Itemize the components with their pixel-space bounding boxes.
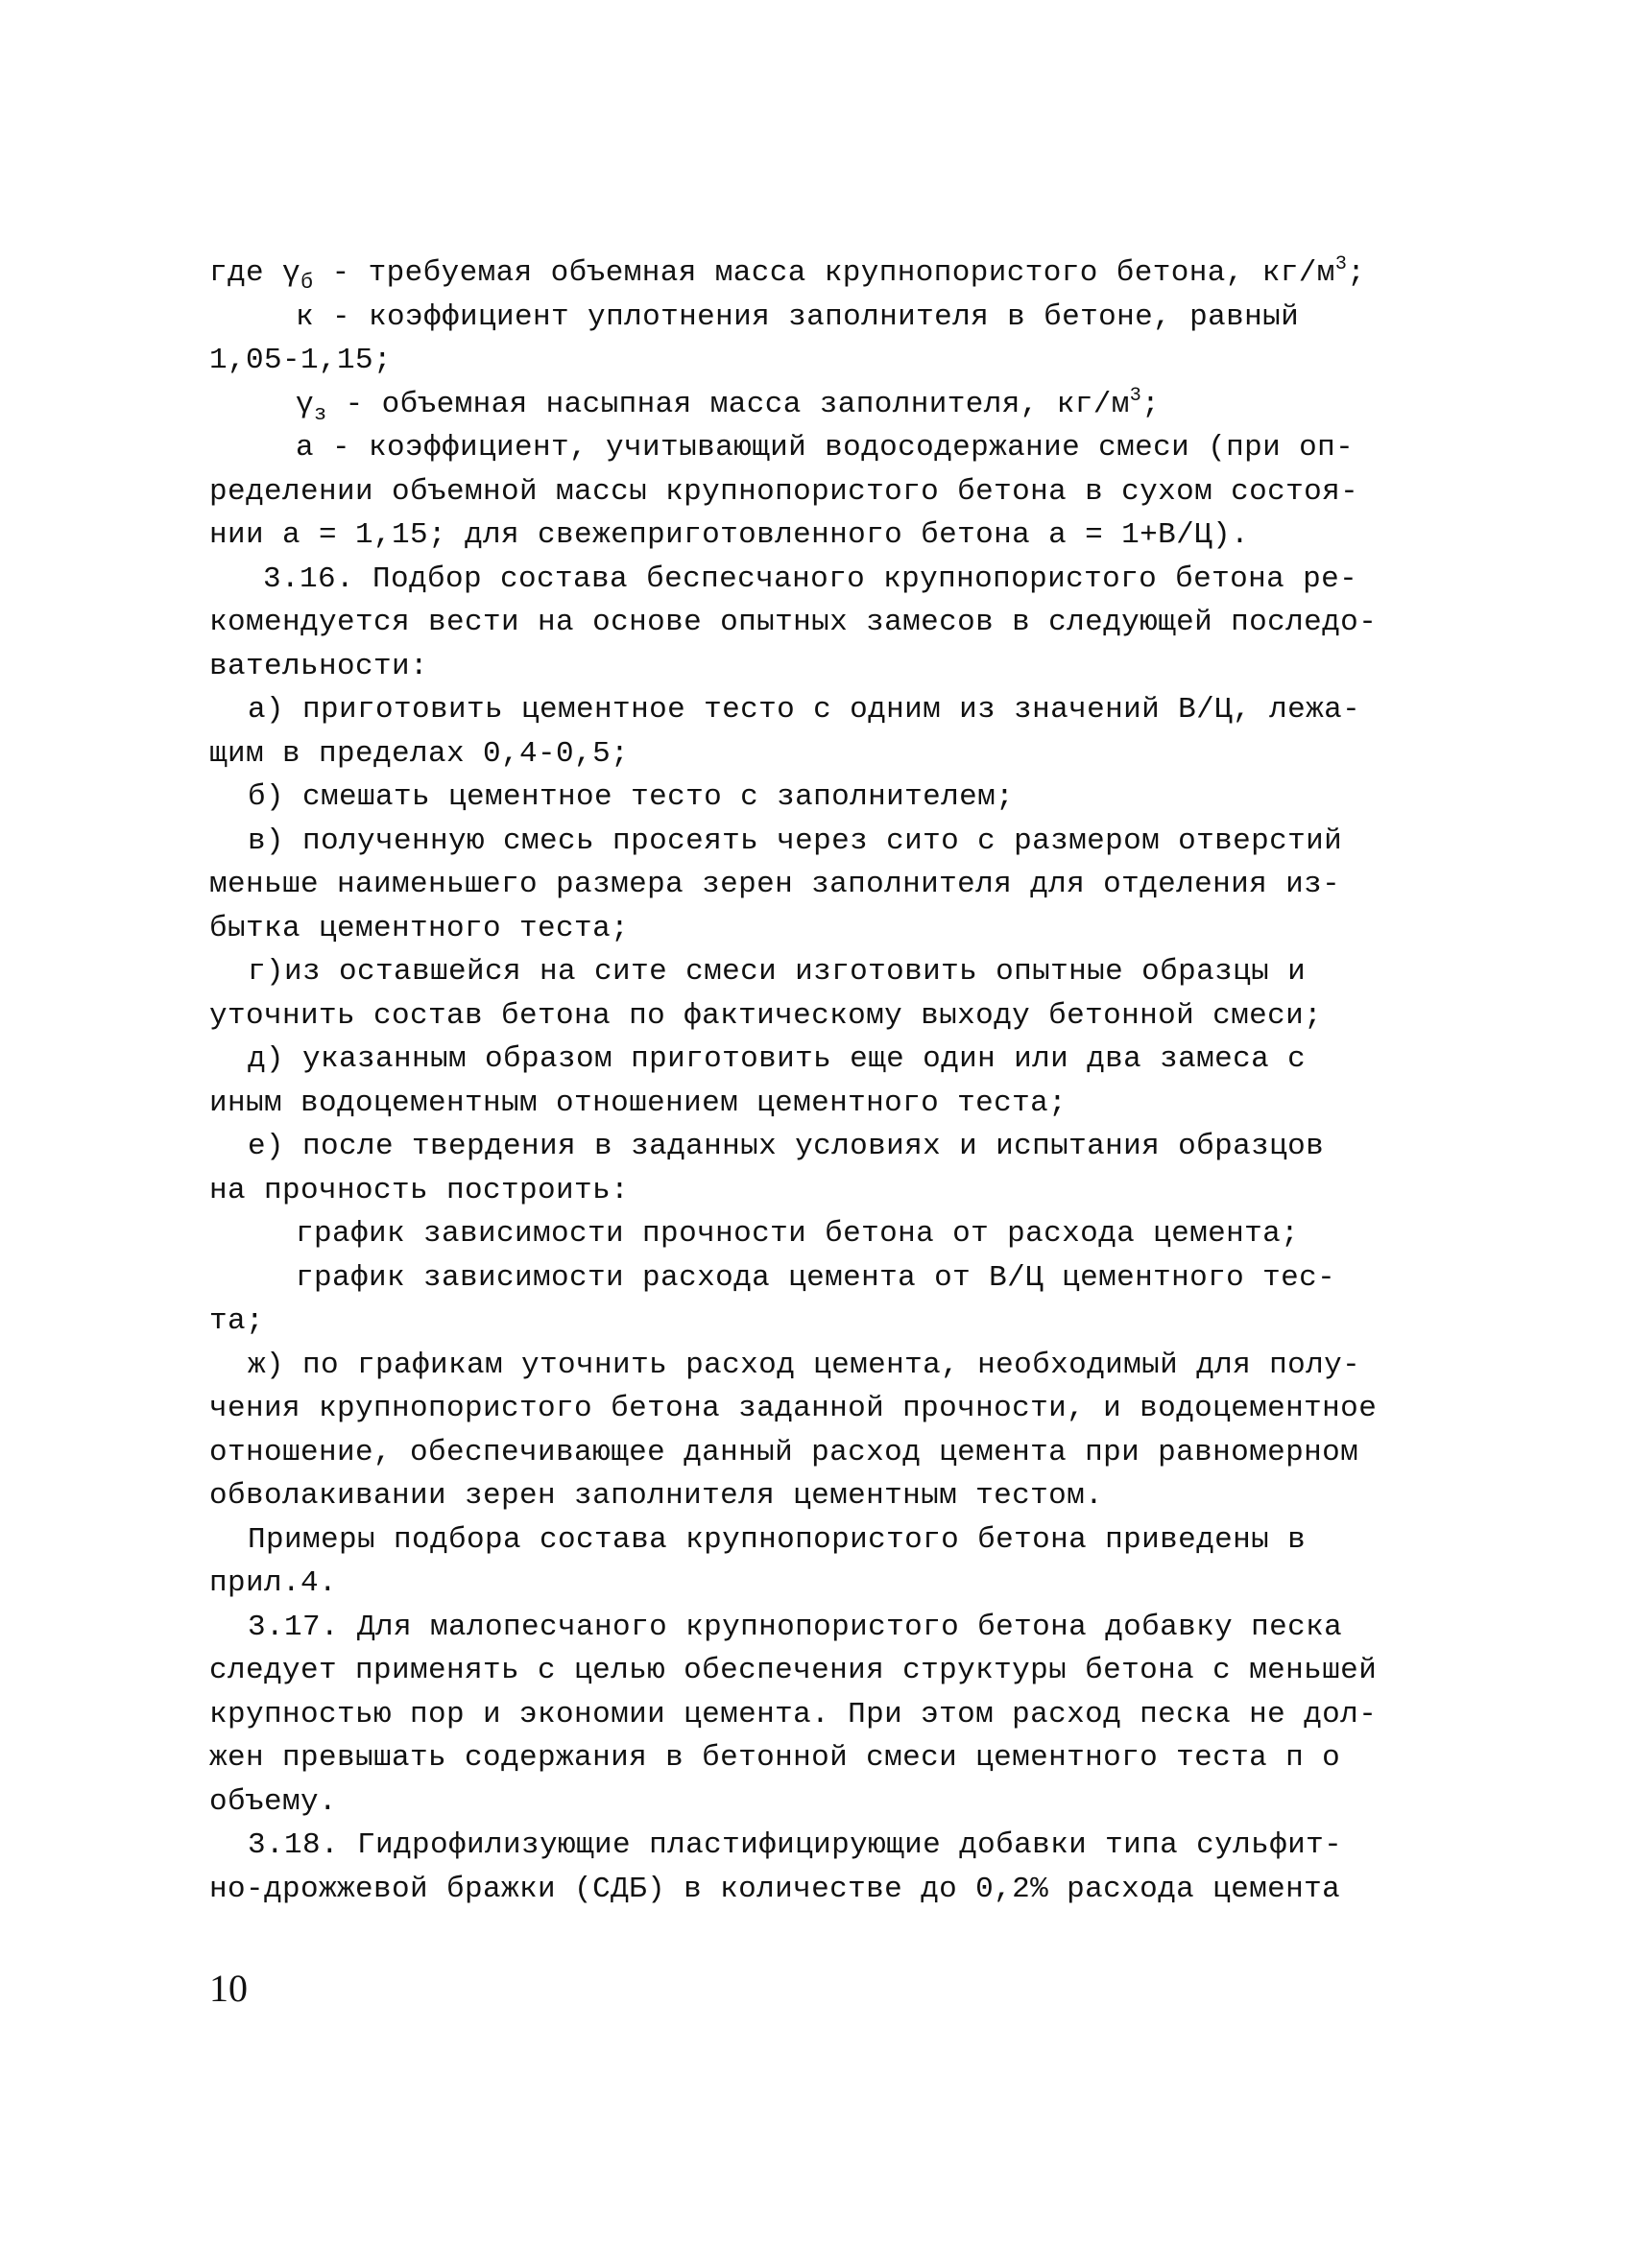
definition-a-line-2: ределении объемной массы крупнопористого бетона в сухом состоя-: [209, 474, 1359, 509]
step-a-line: щим в пределах 0,4-0,5;: [209, 736, 630, 771]
graph-1-line: график зависимости прочности бетона от расхода цемента;: [296, 1217, 1300, 1251]
page-number: 10: [209, 1967, 248, 2010]
definition-text: - коэффициент уплотнения заполнителя в бетоне, равный: [314, 299, 1300, 334]
step-zh-line: чения крупнопористого бетона заданной прочности, и водоцементное: [209, 1392, 1378, 1425]
definition-text: - объемная насыпная масса заполнителя, кг/м: [326, 387, 1130, 421]
symbol-k: к: [296, 299, 315, 334]
paragraph-3-17-line: объему.: [209, 1784, 338, 1819]
definition-k-cont: [209, 339, 1380, 383]
step-d-line: д) указанным образом приготовить еще один или два замеса с: [248, 1042, 1307, 1076]
graph-2-line: та;: [209, 1304, 265, 1338]
symbol-gamma: γ: [282, 256, 301, 290]
paragraph-3-16-line: 3.16. Подбор состава беспесчаного крупнопористого бетона ре-: [263, 561, 1358, 596]
paragraph-3-17-line: жен превышать содержания в бетонной смеси цементного теста п о: [209, 1741, 1341, 1775]
step-a-line: а) приготовить цементное тесто с одним из значений В/Ц, лежа-: [248, 693, 1361, 727]
paragraph-3-16-line: комендуется вести на основе опытных замесов в следующей последо-: [209, 606, 1378, 639]
examples-line: прил.4.: [209, 1566, 338, 1600]
step-v-line: меньше наименьшего размера зерен заполнителя для отделения из-: [209, 868, 1341, 901]
step-zh-line: ж) по графикам уточнить расход цемента, необходимый для полу-: [248, 1348, 1361, 1382]
definition-a-line-3: нии а = 1,15; для свежеприготовленного бетона а = 1+В/Ц).: [209, 518, 1250, 552]
definition-text: - требуемая объемная масса крупнопористого бетона, кг/м: [313, 256, 1335, 290]
graph-2-line: график зависимости расхода цемента от В/Ц цементного тес-: [296, 1260, 1336, 1295]
definition-gamma-z: [209, 383, 1380, 427]
symbol-subscript: з: [314, 401, 327, 426]
symbol-subscript: б: [300, 271, 314, 295]
paragraph-3-17-line: 3.17. Для малопесчаного крупнопористого бетона добавку песка: [248, 1610, 1343, 1644]
definition-text: 1,05-1,15;: [209, 344, 393, 377]
step-v-line: в) полученную смесь просеять через сито с размером отверстий: [248, 824, 1343, 858]
definition-a-line-1: а - коэффициент, учитывающий водосодержание смеси (при оп-: [296, 431, 1355, 465]
step-v-line: бытка цементного теста;: [209, 911, 630, 945]
definition-end: ;: [1347, 256, 1366, 290]
paragraph-3-18-line: но-дрожжевой бражки (СДБ) в количестве до 0,2% расхода цемента: [209, 1872, 1341, 1906]
definition-gamma-b: [209, 251, 1380, 296]
paragraph-3-17-line: следует применять с целью обеспечения структуры бетона с меньшей: [209, 1654, 1378, 1687]
paragraph-3-18-line: 3.18. Гидрофилизующие пластифицирующие добавки типа сульфит-: [248, 1828, 1343, 1862]
step-zh-line: отношение, обеспечивающее данный расход цемента при равномерном: [209, 1435, 1359, 1469]
unit-superscript: 3: [1129, 384, 1142, 407]
step-g-line: г)из оставшейся на сите смеси изготовить опытные образцы и: [248, 955, 1307, 989]
paragraph-3-16-line: вательности:: [209, 649, 429, 683]
step-e-line: на прочность построить:: [209, 1173, 630, 1207]
symbol-gamma: γ: [296, 387, 315, 421]
step-e-line: е) после твердения в заданных условиях и испытания образцов: [248, 1130, 1325, 1163]
definition-end: ;: [1141, 387, 1161, 421]
page-body: [209, 251, 1380, 1911]
step-d-line: иным водоцементным отношением цементного теста;: [209, 1086, 1068, 1120]
step-b-line: б) смешать цементное тесто с заполнителем;: [248, 780, 1015, 814]
examples-line: Примеры подбора состава крупнопористого бетона приведены в: [248, 1522, 1307, 1557]
step-g-line: уточнить состав бетона по фактическому выходу бетонной смеси;: [209, 998, 1323, 1033]
step-zh-line: обволакивании зерен заполнителя цементным тестом.: [209, 1479, 1104, 1513]
definition-prefix: где: [209, 256, 283, 290]
unit-superscript: 3: [1334, 253, 1348, 275]
paragraph-3-17-line: крупностью пор и экономии цемента. При этом расход песка не дол-: [209, 1697, 1378, 1731]
definition-k: [209, 296, 1380, 340]
